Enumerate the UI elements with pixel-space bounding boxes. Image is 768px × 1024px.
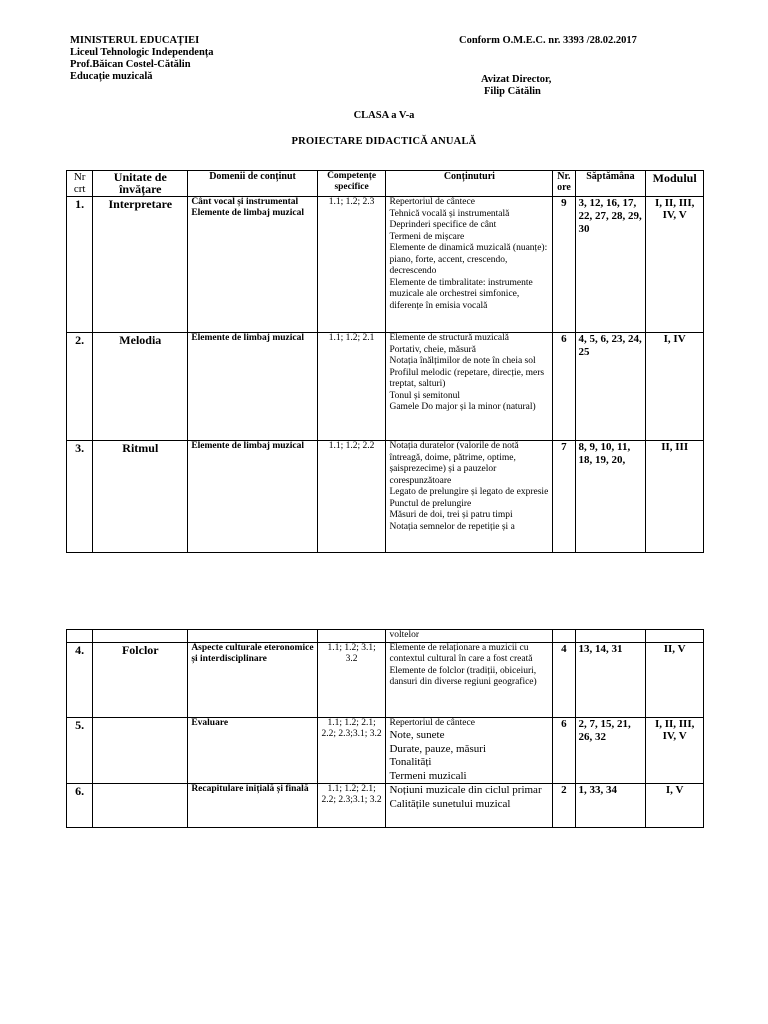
approval-block: [481, 74, 551, 98]
row-competente: 1.1; 1.2; 2.3: [317, 197, 386, 333]
content-line: Profilul melodic (repetare, direcție, mers treptat, salturi): [389, 367, 545, 389]
row-saptamana: 2, 7, 15, 21, 26, 32: [575, 717, 646, 784]
row-saptamana: 13, 14, 31: [575, 642, 646, 717]
row-modulul: I, II, III, IV, V: [646, 717, 704, 784]
table-row: [67, 717, 704, 784]
content-line: Elemente de relaționare a muzicii cu contextul cultural în care a fost creată: [389, 642, 533, 664]
row-continuturi: [386, 441, 553, 553]
table-row: [67, 333, 704, 441]
content-line: Elemente de structură muzicală: [389, 333, 509, 343]
conform-text: Conform O.M.E.C. nr. 3393 /28.02.2017: [459, 35, 637, 46]
subject-line: Educație muzicală: [70, 71, 153, 82]
school-line: Liceul Tehnologic Independența: [70, 47, 214, 58]
row-ore: 9: [553, 197, 575, 333]
row-domenii: Aspecte culturale eteronomice și interdisciplinare: [188, 642, 317, 717]
row-nr: 5.: [67, 717, 93, 784]
planning-table-part1: [66, 170, 704, 553]
row-modulul: I, V: [646, 784, 704, 828]
col-header-competente: Competențe specifice: [317, 171, 386, 197]
row-continuturi: [386, 333, 553, 441]
content-line: Portativ, cheie, măsură: [389, 344, 476, 355]
content-line: Termeni muzicali: [389, 769, 467, 782]
content-line: Legato de prelungire și legato de expresie: [389, 487, 549, 497]
content-line: Notația înălțimilor de note în cheia sol: [389, 356, 536, 366]
row-unitate: [93, 717, 188, 784]
row-unitate: Folclor: [93, 642, 188, 717]
row-saptamana: 3, 12, 16, 17, 22, 27, 28, 29, 30: [575, 197, 646, 333]
row-continuturi: [386, 784, 553, 828]
row-competente: 1.1; 1.2; 3.1; 3.2: [317, 642, 386, 717]
content-line: Elemente de folclor (tradiții, obiceiuri, dansuri din diverse regiuni geografice): [389, 665, 537, 687]
row-nr: 2.: [67, 333, 93, 441]
content-line: Noțiuni muzicale din ciclul primar: [389, 784, 542, 796]
row-domenii: Elemente de limbaj muzical: [188, 333, 317, 441]
row-nr: 1.: [67, 197, 93, 333]
continuation-text: voltelor: [386, 630, 553, 643]
row-saptamana: 1, 33, 34: [575, 784, 646, 828]
content-line: Măsuri de doi, trei și patru timpi: [389, 510, 513, 520]
table-row: [67, 642, 704, 717]
row-continuturi: [386, 197, 553, 333]
row-domenii: Recapitulare inițială și finală: [188, 784, 317, 828]
row-unitate: Ritmul: [93, 441, 188, 553]
content-line: Repertoriul de cântece: [389, 197, 475, 207]
content-line: Tonalități: [389, 756, 432, 768]
col-header-domenii: Domenii de conținut: [188, 171, 317, 197]
row-modulul: I, II, III, IV, V: [646, 197, 704, 333]
col-header-nr: Nr crt: [67, 171, 93, 197]
row-continuturi: [386, 642, 553, 717]
content-line: Tonul și semitonul: [389, 390, 461, 401]
row-competente: 1.1; 1.2; 2.2: [317, 441, 386, 553]
class-title: CLASA a V-a: [353, 110, 415, 121]
row-saptamana: 4, 5, 6, 23, 24, 25: [575, 333, 646, 441]
row-unitate: Interpretare: [93, 197, 188, 333]
col-header-modulul: Modulul: [646, 171, 704, 197]
director-name: Filip Cătălin: [484, 86, 541, 97]
table-row: [67, 784, 704, 828]
continuation-row: [67, 630, 704, 643]
row-unitate: [93, 784, 188, 828]
school-header: [70, 35, 214, 83]
content-line: Elemente de timbralitate: instrumente muzicale ale orchestrei simfonice, diferențe în emisia vocală: [389, 277, 533, 311]
ministry-line: MINISTERUL EDUCAȚIEI: [70, 35, 200, 46]
row-modulul: I, IV: [646, 333, 704, 441]
row-saptamana: 8, 9, 10, 11, 18, 19, 20,: [575, 441, 646, 553]
table-header-row: [67, 171, 704, 197]
avizat-label: Avizat Director,: [481, 74, 552, 85]
content-line: Durate, pauze, măsuri: [389, 742, 486, 755]
col-header-saptamana: Săptămâna: [575, 171, 646, 197]
row-ore: 6: [553, 717, 575, 784]
content-line: Notația semnelor de repetiție și a: [389, 521, 515, 532]
row-competente: 1.1; 1.2; 2.1; 2.2; 2.3;3.1; 3.2: [317, 784, 386, 828]
col-header-continuturi: Conținuturi: [386, 171, 553, 197]
content-line: Termeni de mișcare: [389, 231, 465, 242]
content-line: Punctul de prelungire: [389, 498, 472, 509]
row-unitate: Melodia: [93, 333, 188, 441]
row-nr: 6.: [67, 784, 93, 828]
row-modulul: II, V: [646, 642, 704, 717]
row-domenii: Elemente de limbaj muzical: [188, 441, 317, 553]
row-modulul: II, III: [646, 441, 704, 553]
row-nr: 3.: [67, 441, 93, 553]
row-ore: 4: [553, 642, 575, 717]
planning-table-part2: [66, 629, 704, 828]
content-line: Notația duratelor (valorile de notă întreagă, doime, pătrime, optime, șaisprezecime) și a pauzelor corespunzătoare: [389, 441, 519, 486]
content-line: Gamele Do major și la minor (natural): [389, 402, 536, 412]
table-row: [67, 197, 704, 333]
content-line: Note, sunete: [389, 729, 445, 741]
col-header-ore: Nr. ore: [553, 171, 575, 197]
content-line: Calitățile sunetului muzical: [389, 797, 511, 810]
col-header-unitate: Unitate de învățare: [93, 171, 188, 197]
table-row: [67, 441, 704, 553]
row-nr: 4.: [67, 642, 93, 717]
row-ore: 7: [553, 441, 575, 553]
content-line: Deprinderi specifice de cânt: [389, 220, 497, 230]
row-ore: 6: [553, 333, 575, 441]
row-domenii: Cânt vocal și instrumental Elemente de limbaj muzical: [188, 197, 317, 333]
row-ore: 2: [553, 784, 575, 828]
teacher-line: Prof.Băican Costel-Cătălin: [70, 59, 191, 70]
row-competente: 1.1; 1.2; 2.1: [317, 333, 386, 441]
document-title: PROIECTARE DIDACTICĂ ANUALĂ: [291, 136, 477, 147]
row-continuturi: [386, 717, 553, 784]
content-line: Repertoriul de cântece: [389, 717, 475, 728]
content-line: Tehnică vocală și instrumentală: [389, 208, 510, 219]
content-line: Elemente de dinamică muzicală (nuanțe): piano, forte, accent, crescendo, decrescendo: [389, 243, 548, 276]
row-competente: 1.1; 1.2; 2.1; 2.2; 2.3;3.1; 3.2: [317, 717, 386, 784]
row-domenii: Evaluare: [188, 717, 317, 784]
